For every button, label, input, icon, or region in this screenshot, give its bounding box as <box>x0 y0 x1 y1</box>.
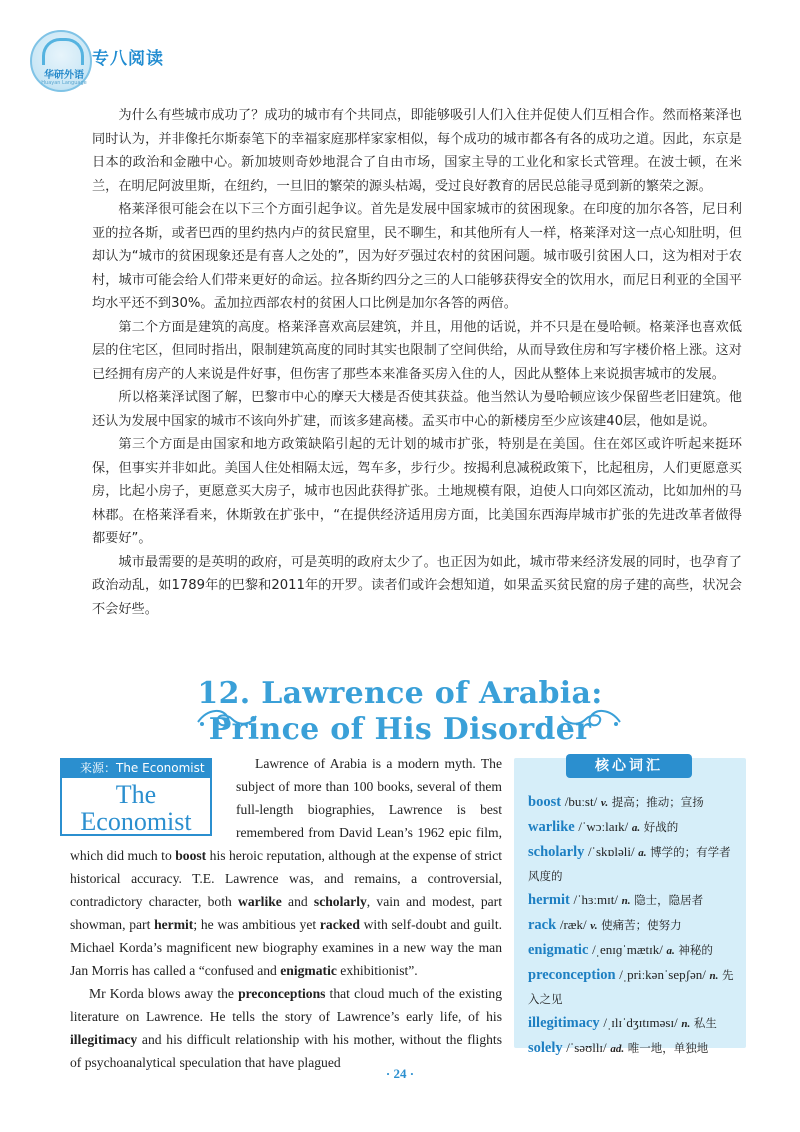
keyword: preconceptions <box>238 986 326 1001</box>
economist-logo-line-2: Economist <box>80 807 192 836</box>
text-segment: and <box>281 894 314 909</box>
vocab-word: preconception <box>528 967 616 983</box>
vocab-word: solely <box>528 1040 563 1056</box>
text-segment: with self-doubt and guilt. Michael Korda’s magnificent new biography examines in a new way the man Jan Morris has called a “confused and <box>70 917 502 978</box>
keyword: hermit <box>154 917 194 932</box>
logo-icon <box>42 38 84 65</box>
chinese-paragraph: 第三个方面是由国家和地方政策缺陷引起的无计划的城市扩张，特别是在美国。住在郊区或许听起来挺环保，但事实并非如此。美国人住处相隔太远，驾车多，步行少。按揭利息减税政策下，比起租房，人们更愿意买房，比起小房子，更愿意买大房子，城市也因此获得扩张。土地规模有限，迫使人口向郊区流动，比如加州的马林郡。在格莱泽看来，休斯敦在扩张中，“在提供经济适用房方面，比美国东西海岸城市扩张的先进改革者做得都要好”。 <box>92 437 742 546</box>
vocab-pos: n. <box>681 1018 691 1030</box>
logo-text: 华研外语 <box>44 70 84 81</box>
vocab-meaning: 唯一地，单独地 <box>627 1041 709 1055</box>
text-segment: Lawrence of Arabia is a modern myth. The subject of more than 100 books, several of them full-length biographies, Lawrence is best remembered from David Lean’s 1962 epic film, which did much to <box>70 756 502 863</box>
vocab-pos: n. <box>709 970 719 982</box>
vocab-word: illegitimacy <box>528 1015 600 1031</box>
vocab-meaning: 提高；推动；宣扬 <box>611 795 704 809</box>
chinese-paragraph: 第二个方面是建筑的高度。格莱泽喜欢高层建筑，并且，用他的话说，并不只是在曼哈顿。格莱泽也喜欢低层的住宅区，但同时指出，限制建筑高度的同时其实也限制了空间供给，从而导致住房和写字楼价格上涨。这对已经拥有房产的人来说是件好事，但伤害了那些本来准备买房入住的人，因此从整体上来说损害城市的发展。 <box>92 319 742 382</box>
vocab-ipa: /ˌɪlɪˈdʒɪtɪməsɪ/ <box>603 1015 678 1030</box>
source-label: 来源：The Economist <box>60 758 212 778</box>
article-title-line-1: 12. Lawrence of Arabia: <box>197 676 603 711</box>
page-header <box>30 30 280 90</box>
vocab-ipa: /ˈsəʊllɪ/ <box>566 1040 607 1055</box>
source-box-spacer <box>70 752 236 842</box>
vocab-ipa: /ˈhɜːmɪt/ <box>573 892 618 907</box>
article-title-line-2: Prince of His Disorder <box>208 712 592 747</box>
chinese-paragraph: 城市最需要的是英明的政府，可是英明的政府太少了。也正因为如此，城市带来经济发展的同时，也孕育了政治动乱，如1789年的巴黎和2011年的开罗。读者们或许会想知道，如果孟买贫民窟的房子建的高些，状况会不会好些。 <box>92 554 742 617</box>
vocab-item <box>528 1011 740 1036</box>
chinese-paragraph: 格莱泽很可能会在以下三个方面引起争议。首先是发展中国家城市的贫困现象。在印度的加尔各答，尼日利亚的拉各斯，或者巴西的里约热内卢的贫民窟里，民不聊生，和其他所有人一样，格莱泽对这一点心知肚明，但却认为“城市的贫困现象还是有喜人之处的”，因为好歹强过农村的贫困问题。城市吸引贫困人口，这为相对于农村，城市可能会给人们带来更好的命运。拉各斯约四分之三的人口能够获得安全的饮用水，而尼日利亚的全国平均水平还不到30%。孟加拉西部农村的贫困人口比例是加尔各答的两倍。 <box>92 202 742 311</box>
vocab-pos: ad. <box>610 1043 625 1055</box>
vocab-item <box>528 888 740 913</box>
text-segment: and his difficult relationship with his mother, without the flights of psychoanalytical speculation that have plagued <box>70 1032 502 1070</box>
vocab-ipa: /ˌenɪɡˈmætɪk/ <box>592 942 663 957</box>
vocab-meaning: 博学的；有学者风度的 <box>528 845 731 883</box>
vocab-meaning: 神秘的 <box>678 943 713 957</box>
vocab-word: warlike <box>528 819 575 835</box>
vocab-pos: v. <box>600 797 609 809</box>
chinese-translation <box>92 104 742 621</box>
vocab-word: boost <box>528 794 562 810</box>
vocab-header: 核心词汇 <box>566 754 692 778</box>
vocab-ipa: /buːst/ <box>564 794 598 809</box>
vocab-list <box>528 790 740 1061</box>
vocab-meaning: 使痛苦；使努力 <box>601 918 682 932</box>
vocab-ipa: /ræk/ <box>559 917 587 932</box>
vocab-word: scholarly <box>528 844 585 860</box>
vocab-meaning: 私生 <box>693 1016 717 1030</box>
text-segment: , vain and modest, part showman, part <box>70 894 502 932</box>
chinese-paragraph: 所以格莱泽试图了解，巴黎市中心的摩天大楼是否使其获益。他当然认为曼哈顿应该少保留些老旧建筑。他还认为发展中国家的城市不该向外扩建，而该多建高楼。孟买市中心的新楼房至少应该建40层，他如是说。 <box>92 390 742 429</box>
text-segment: Mr Korda blows away the <box>89 986 239 1001</box>
page-number: · 24 · <box>385 1066 415 1081</box>
vocab-pos: a. <box>666 945 675 957</box>
english-paragraph <box>70 982 502 1074</box>
vocab-panel <box>514 758 746 1056</box>
vocab-item <box>528 1036 740 1061</box>
section-title: 专八阅读 <box>92 49 164 69</box>
vocab-item <box>528 913 740 938</box>
keyword: scholarly <box>313 894 367 909</box>
vocab-pos: n. <box>621 895 631 907</box>
vocab-word: hermit <box>528 892 570 908</box>
text-segment: that cloud much of the existing literature on Lawrence. He tells the story of Lawrence’s early life, of his <box>70 986 502 1024</box>
vocab-pos: a. <box>638 847 647 859</box>
economist-logo-line-1: The <box>115 780 157 809</box>
logo <box>30 30 92 92</box>
keyword: illegitimacy <box>70 1032 138 1047</box>
vocab-ipa: /ˌpriːkənˈsepʃən/ <box>619 967 706 982</box>
vocab-meaning: 隐士，隐居者 <box>634 893 704 907</box>
vocab-ipa: /ˈskɒləli/ <box>588 844 635 859</box>
text-segment: ; he was ambitious yet <box>193 917 320 932</box>
swirl-ornament-icon <box>194 704 258 734</box>
vocab-item <box>528 815 740 840</box>
vocab-meaning: 先入之见 <box>528 968 734 1006</box>
keyword: enigmatic <box>280 963 337 978</box>
vocab-meaning: 好战的 <box>643 820 679 834</box>
vocab-pos: a. <box>631 822 641 834</box>
keyword: warlike <box>238 894 282 909</box>
vocab-item <box>528 790 740 815</box>
logo-subtext: Huayan Language <box>41 80 87 86</box>
vocab-pos: v. <box>590 920 598 932</box>
text-segment: exhibitionist”. <box>336 963 418 978</box>
vocab-item <box>528 840 740 888</box>
vocab-item <box>528 938 740 963</box>
vocab-word: enigmatic <box>528 942 589 958</box>
text-segment: his heroic reputation, although at the expense of strict historical accuracy. T.E. Lawrence was, and remains, a controversial, contradictory character, both <box>70 848 503 909</box>
english-article <box>70 752 502 1074</box>
vocab-word: rack <box>528 917 557 933</box>
swirl-ornament-icon <box>560 704 624 734</box>
keyword: racked <box>319 917 360 932</box>
keyword: boost <box>175 848 207 863</box>
article-title <box>0 676 800 748</box>
vocab-ipa: /ˈwɔːlaɪk/ <box>578 819 629 834</box>
chinese-paragraph: 为什么有些城市成功了？成功的城市有个共同点，即能够吸引人们入住并促使人们互相合作。然而格莱泽也同时认为，并非像托尔斯泰笔下的幸福家庭那样家家相似，每个成功的城市都各有各的成功之道。因此，东京是日本的政治和金融中心。新加坡则奇妙地混合了自由市场，国家主导的工业化和家长式管理。在波士顿，在米兰，在明尼阿波里斯，在纽约，一旦旧的繁荣的源头枯竭，受过良好教育的居民总能寻觅到新的繁荣之源。 <box>92 108 742 194</box>
vocab-item <box>528 963 740 1011</box>
